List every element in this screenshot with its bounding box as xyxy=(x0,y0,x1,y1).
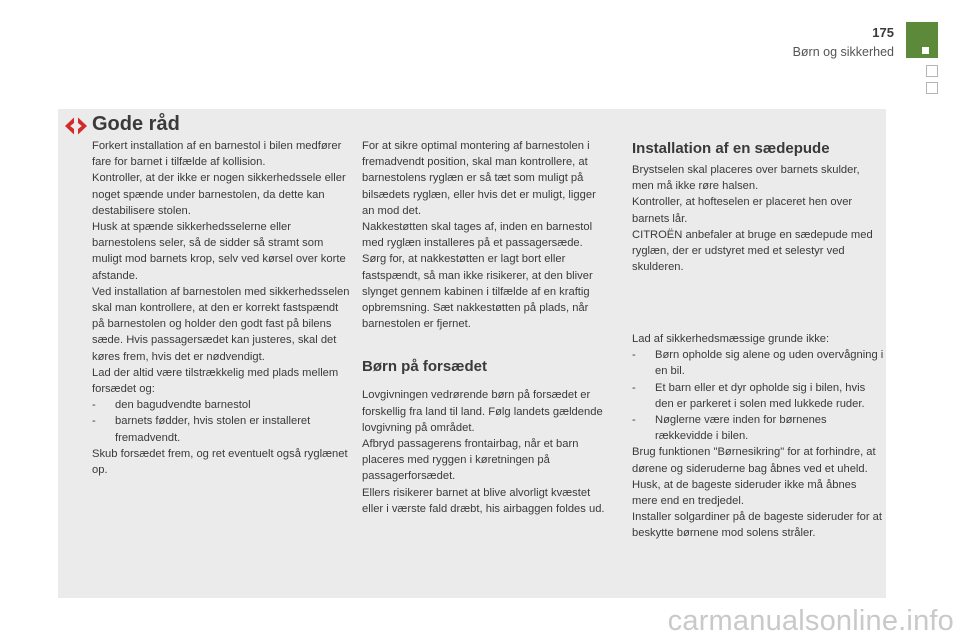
watermark: carmanualsonline.info xyxy=(667,605,954,637)
paragraph: Kontroller, at hofteselen er placeret hen over barnets lår. xyxy=(632,196,853,225)
paragraph: Skub forsædet frem, og ret eventuelt også ryglænet op. xyxy=(92,447,348,477)
warning-icon xyxy=(64,117,88,135)
chapter-tab xyxy=(906,22,938,58)
advice-column-1 xyxy=(92,138,350,478)
page-nav-box-2 xyxy=(926,82,938,94)
heading-children-front-seat: Børn på forsædet xyxy=(362,358,488,376)
paragraph: Husk, at de bageste sideruder ikke må åbnes mere end en tredjedel. xyxy=(632,478,857,508)
advice-column-4 xyxy=(632,331,884,542)
paragraph: Nakkestøtten skal tages af, inden en barnestol med ryglæn installeres på et passagersæde. xyxy=(362,221,593,250)
page-nav-box-1 xyxy=(926,65,938,77)
paragraph: Brystselen skal placeres over barnets skulder, men må ikke røre halsen. xyxy=(632,164,860,193)
list-item: - Et barn eller et dyr opholde sig i bilen, hvis den er parkeret i solen med lukkede ruder. xyxy=(632,381,866,410)
chapter-tab-marker xyxy=(922,47,929,54)
list-item: - den bagudvendte barnestol xyxy=(92,399,251,412)
paragraph: Lovgivningen vedrørende børn på forsædet er forskellig fra land til land. Følg landets gældende lovgivning på området. xyxy=(362,389,603,434)
list-item-text: den bagudvendte barnestol xyxy=(115,399,251,412)
list-item-text: Et barn eller et dyr opholde sig i bilen, hvis den er parkeret i solen med lukkede ruder. xyxy=(655,381,866,410)
paragraph: Forkert installation af en barnestol i bilen medfører fare for barnet i tilfælde af kollision. xyxy=(92,140,342,169)
page-number: 175 xyxy=(872,25,894,40)
chapter-title: Børn og sikkerhed xyxy=(792,45,894,59)
paragraph: Kontroller, at der ikke er nogen sikkerhedssele eller noget spænde under barnestolen, da dette kan destabilisere stolen. xyxy=(92,172,346,217)
section-title: Gode råd xyxy=(92,113,180,135)
paragraph: Ved installation af barnestolen med sikkerhedsselen skal man kontrollere, at den er korrekt fastspændt på barnestolen og holder den godt fast på bilens sæde. Hvis passagersædet kan justeres, skal det køres frem, hvis det er nødvendigt. xyxy=(92,285,350,363)
paragraph: Husk at spænde sikkerhedsselerne eller barnestolens seler, så de sidder så stramt som muligt mod barnets krop, selv ved kørsel over korte afstande. xyxy=(92,221,346,282)
advice-column-2 xyxy=(362,138,607,517)
list-item: - Nøglerne være inden for børnenes rækkevidde i bilen. xyxy=(632,414,827,443)
paragraph: Ellers risikerer barnet at blive alvorligt kvæstet eller i værste fald dræbt, his airbaggen foldes ud. xyxy=(362,486,605,515)
list-item-text: barnets fødder, hvis stolen er installeret fremadvendt. xyxy=(115,415,311,444)
paragraph: Installer solgardiner på de bageste sideruder for at beskytte børnene mod solens stråler. xyxy=(632,511,883,540)
heading-booster-installation: Installation af en sædepude xyxy=(632,140,830,157)
list-item-text: Nøglerne være inden for børnenes rækkevidde i bilen. xyxy=(655,414,827,443)
list-item: - Børn opholde sig alene og uden overvågning i en bil. xyxy=(632,349,884,378)
paragraph: CITROËN anbefaler at bruge en sædepude med ryglæn, der er udstyret med et selestyr ved skulderen. xyxy=(632,228,873,274)
paragraph: Lad der altid være tilstrækkelig med plads mellem forsædet og: xyxy=(92,366,339,396)
advice-column-3 xyxy=(632,162,882,275)
list-item-text: Børn opholde sig alene og uden overvågning i en bil. xyxy=(655,349,884,378)
paragraph: Lad af sikkerhedsmæssige grunde ikke: xyxy=(632,333,830,345)
paragraph: For at sikre optimal montering af barnestolen i fremadvendt position, skal man kontrollere, at barnestolens ryglæn er så tæt som muligt på bilsædets ryglæn, eller hvis det er muligt, ligger an mod det. xyxy=(362,140,596,217)
paragraph: Afbryd passagerens frontairbag, når et barn placeres med ryggen i køretningen på passagerforsædet. xyxy=(362,438,579,483)
paragraph: Brug funktionen "Børnesikring" for at forhindre, at dørene og sideruderne bag åbnes ved et uheld. xyxy=(632,446,876,475)
paragraph: Sørg for, at nakkestøtten er lagt bort eller fastspændt, så man ikke risikerer, at den bliver slynget gennem kabinen i tilfælde af en kraftig opbremsning. Sæt nakkestøtten på plads, når barnestolen er fjernet. xyxy=(362,253,593,331)
list-item: - barnets fødder, hvis stolen er installeret fremadvendt. xyxy=(92,415,311,444)
